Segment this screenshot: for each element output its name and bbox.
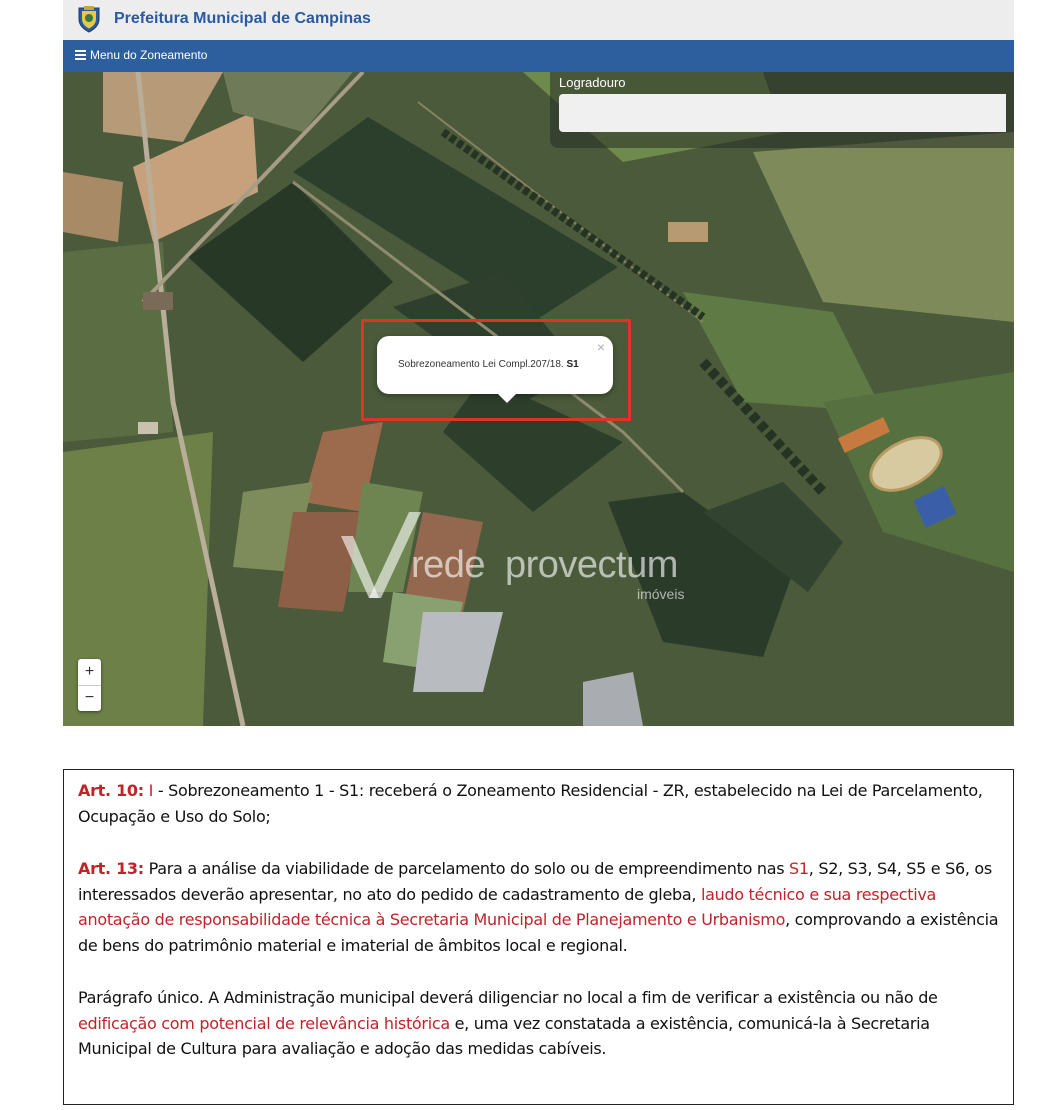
paragrafo-unico xyxy=(78,985,1003,1062)
paragrafo-text-2: e, uma vez constatada a existência, comunicá-la à Secretaria Municipal de Cultura para avaliação e adoção das medidas cabíveis. xyxy=(78,1013,930,1058)
article-13 xyxy=(78,856,1003,958)
art13-text-3: , comprovando a existência de bens do patrimônio material e imaterial de âmbitos local e regional. xyxy=(78,910,999,955)
art13-highlight: laudo técnico e sua respectiva anotação de responsabilidade técnica à Secretaria Municipal de Planejamento e Urbanismo xyxy=(78,884,937,929)
watermark-provectum: provectum xyxy=(505,544,678,586)
header-bar xyxy=(63,0,1014,41)
paragrafo-text-1: Parágrafo único. A Administração municipal deverá diligenciar no local a fim de verificar a existência ou não de xyxy=(78,988,938,1007)
popup-pointer xyxy=(497,393,517,403)
watermark-rede: rede xyxy=(411,544,486,586)
address-search-input[interactable] xyxy=(559,94,1006,132)
popup-text xyxy=(398,359,579,370)
hamburger-icon xyxy=(75,50,86,60)
art13-text-1: Para a análise da viabilidade de parcelamento do solo ou de empreendimento nas xyxy=(143,859,790,878)
legal-text-box xyxy=(63,769,1014,1105)
zoom-in-button[interactable]: + xyxy=(78,659,101,686)
address-search-panel xyxy=(550,72,1014,148)
menu-label: Menu do Zoneamento xyxy=(90,48,208,62)
satellite-map[interactable] xyxy=(63,72,1014,726)
art10-text: - Sobrezoneamento 1 - S1: receberá o Zoneamento Residencial - ZR, estabelecido na Lei de Parcelamento, Ocupação e Uso do Solo; xyxy=(78,781,983,826)
art10-inciso: I xyxy=(148,781,154,800)
zoning-app-window xyxy=(63,0,1014,726)
watermark-imoveis: imóveis xyxy=(637,586,685,602)
menu-bar xyxy=(63,40,1014,72)
article-10 xyxy=(78,778,1003,829)
watermark-logo xyxy=(335,506,705,606)
page-title: Prefeitura Municipal de Campinas xyxy=(114,10,371,27)
zoom-control xyxy=(78,659,101,711)
paragrafo-highlight: edificação com potencial de relevância histórica xyxy=(78,1013,450,1033)
art10-label: Art. 10: xyxy=(78,781,144,800)
zoom-out-button[interactable]: − xyxy=(84,689,95,706)
art13-s1: S1 xyxy=(789,859,809,878)
zoning-menu-button[interactable] xyxy=(75,48,207,62)
map-info-popup xyxy=(377,336,613,394)
popup-law-text: Sobrezoneamento Lei Compl.207/18. xyxy=(398,359,564,370)
art13-label: Art. 13: xyxy=(78,859,144,878)
city-seal-icon xyxy=(75,5,103,33)
popup-zone-code: S1 xyxy=(566,359,579,370)
art13-text-2: , S2, S3, S4, S5 e S6, os interessados deverão apresentar, no ato do pedido de cadastramento de gleba, xyxy=(78,859,992,904)
address-search-label: Logradouro xyxy=(559,75,626,90)
popup-close-icon[interactable]: × xyxy=(596,339,605,355)
